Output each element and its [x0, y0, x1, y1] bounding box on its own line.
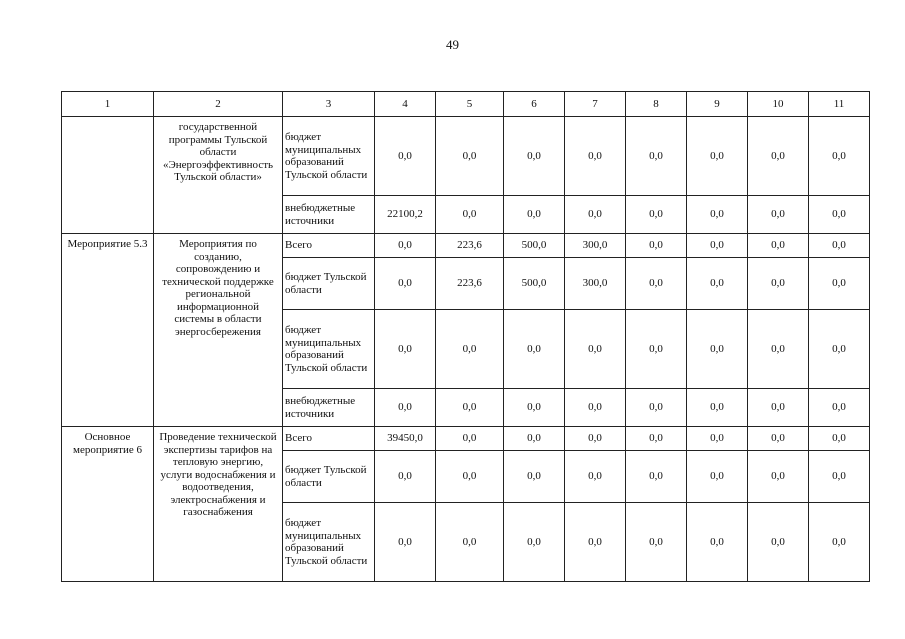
funding-source-cell: бюджет муниципальных образований Тульской области: [283, 310, 375, 389]
value-cell: 0,0: [687, 117, 748, 196]
value-cell: 0,0: [748, 117, 809, 196]
funding-source-cell: внебюджетные источники: [283, 196, 375, 234]
column-header: 9: [687, 92, 748, 117]
value-cell: 0,0: [687, 427, 748, 451]
value-cell: 0,0: [809, 451, 870, 503]
column-header: 4: [375, 92, 436, 117]
value-cell: 0,0: [375, 258, 436, 310]
table-row: [62, 117, 870, 196]
value-cell: 500,0: [504, 258, 565, 310]
value-cell: 0,0: [565, 389, 626, 427]
value-cell: 0,0: [687, 196, 748, 234]
value-cell: 0,0: [809, 117, 870, 196]
table-row: [62, 427, 870, 451]
value-cell: 0,0: [375, 234, 436, 258]
column-header: 1: [62, 92, 154, 117]
value-cell: 223,6: [436, 258, 504, 310]
value-cell: 0,0: [504, 503, 565, 582]
event-description-cell: государственной программы Тульской области «Энергоэффективность Тульской области»: [154, 117, 283, 234]
value-cell: 0,0: [375, 503, 436, 582]
value-cell: 0,0: [375, 451, 436, 503]
column-header: 2: [154, 92, 283, 117]
value-cell: 300,0: [565, 234, 626, 258]
value-cell: 0,0: [748, 258, 809, 310]
value-cell: 0,0: [748, 503, 809, 582]
value-cell: 0,0: [626, 196, 687, 234]
value-cell: 0,0: [565, 427, 626, 451]
value-cell: 0,0: [626, 503, 687, 582]
value-cell: 0,0: [626, 451, 687, 503]
value-cell: 0,0: [436, 310, 504, 389]
value-cell: 0,0: [436, 117, 504, 196]
value-cell: 0,0: [626, 310, 687, 389]
page-number: 49: [446, 37, 459, 52]
value-cell: 22100,2: [375, 196, 436, 234]
value-cell: 0,0: [565, 196, 626, 234]
value-cell: 0,0: [504, 389, 565, 427]
funding-source-cell: внебюджетные источники: [283, 389, 375, 427]
column-header: 8: [626, 92, 687, 117]
column-header: 10: [748, 92, 809, 117]
value-cell: 0,0: [809, 503, 870, 582]
value-cell: 0,0: [687, 503, 748, 582]
value-cell: 0,0: [565, 451, 626, 503]
event-description-cell: Проведение технической экспертизы тарифов на тепловую энергию, услуги водоснабжения и водоотведения, электроснабжения и газоснабжения: [154, 427, 283, 582]
value-cell: 0,0: [565, 310, 626, 389]
value-cell: 0,0: [436, 196, 504, 234]
column-header: 6: [504, 92, 565, 117]
value-cell: 0,0: [436, 427, 504, 451]
value-cell: 0,0: [748, 310, 809, 389]
value-cell: 0,0: [375, 310, 436, 389]
value-cell: 0,0: [809, 258, 870, 310]
value-cell: 0,0: [748, 234, 809, 258]
value-cell: 0,0: [687, 258, 748, 310]
table-row: [62, 234, 870, 258]
value-cell: 0,0: [748, 427, 809, 451]
value-cell: 0,0: [626, 234, 687, 258]
column-header: 5: [436, 92, 504, 117]
funding-source-cell: бюджет муниципальных образований Тульской области: [283, 117, 375, 196]
value-cell: 0,0: [626, 258, 687, 310]
value-cell: 0,0: [809, 427, 870, 451]
value-cell: 0,0: [436, 451, 504, 503]
value-cell: 0,0: [375, 117, 436, 196]
funding-source-cell: Всего: [283, 427, 375, 451]
event-name-cell: Основное мероприятие 6: [62, 427, 154, 582]
value-cell: 0,0: [748, 451, 809, 503]
value-cell: 39450,0: [375, 427, 436, 451]
value-cell: 0,0: [687, 451, 748, 503]
event-name-cell: [62, 117, 154, 234]
value-cell: 0,0: [809, 389, 870, 427]
value-cell: 0,0: [748, 196, 809, 234]
value-cell: 0,0: [565, 117, 626, 196]
header-row: [62, 92, 870, 117]
value-cell: 0,0: [626, 427, 687, 451]
value-cell: 0,0: [504, 196, 565, 234]
value-cell: 0,0: [809, 310, 870, 389]
value-cell: 223,6: [436, 234, 504, 258]
column-header: 7: [565, 92, 626, 117]
column-header: 3: [283, 92, 375, 117]
funding-source-cell: бюджет Тульской области: [283, 258, 375, 310]
value-cell: 0,0: [687, 310, 748, 389]
funding-source-cell: бюджет Тульской области: [283, 451, 375, 503]
value-cell: 0,0: [626, 117, 687, 196]
value-cell: 0,0: [504, 310, 565, 389]
budget-table: [61, 91, 870, 582]
value-cell: 0,0: [436, 503, 504, 582]
value-cell: 0,0: [809, 196, 870, 234]
value-cell: 0,0: [375, 389, 436, 427]
event-description-cell: Мероприятия по созданию, сопровождению и технической поддержке региональной информационной системы в области энергосбережения: [154, 234, 283, 427]
value-cell: 0,0: [565, 503, 626, 582]
value-cell: 0,0: [504, 117, 565, 196]
value-cell: 0,0: [687, 389, 748, 427]
value-cell: 0,0: [809, 234, 870, 258]
funding-source-cell: бюджет муниципальных образований Тульской области: [283, 503, 375, 582]
funding-source-cell: Всего: [283, 234, 375, 258]
value-cell: 0,0: [687, 234, 748, 258]
event-name-cell: Мероприятие 5.3: [62, 234, 154, 427]
value-cell: 0,0: [626, 389, 687, 427]
value-cell: 500,0: [504, 234, 565, 258]
column-header: 11: [809, 92, 870, 117]
value-cell: 0,0: [504, 451, 565, 503]
value-cell: 0,0: [504, 427, 565, 451]
value-cell: 300,0: [565, 258, 626, 310]
value-cell: 0,0: [436, 389, 504, 427]
value-cell: 0,0: [748, 389, 809, 427]
